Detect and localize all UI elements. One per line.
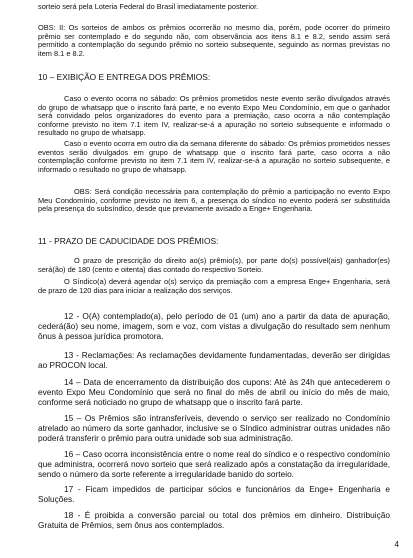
page-number: 4: [394, 540, 399, 549]
section-11-scheduling-paragraph: O Síndico(a) deverá agendar o(s) serviço da premiação com a empresa Enge+ Engenharia, será de prazo de 120 dias para iniciar a realização dos serviços.: [38, 277, 390, 295]
section-10-saturday-paragraph: Caso o evento ocorra no sábado: Os prêmios prometidos neste evento serão divulgados através do grupo de whatsapp que o inscrito fará parte, e no evento Expo Meu Condomínio, em que o ganhador será convidado pelos organizadores do evento para a premiação, caso ocorra a não contemplação conforme previsto no item 7.1 item IV, realizar-se-á a apuração no sorteio subsequente e informado o resultado no grupo de whatsapp.: [38, 94, 390, 138]
section-10-heading: 10 – EXIBIÇÃO E ENTREGA DOS PRÊMIOS:: [38, 72, 211, 82]
item-18-paragraph: 18 - É proibida a conversão parcial ou total dos prêmios em dinheiro. Distribuição Gratuita de Prêmios, sem ônus aos contemplados.: [38, 510, 390, 531]
section-11-prescription-paragraph: O prazo de prescrição do direito ao(s) prêmio(s), por parte do(s) possível(ais) ganhador(es) será(ão) de 180 (cento e oitenta) dias contado do respectivo Sorteio.: [38, 256, 390, 274]
item-13-paragraph: 13 - Reclamações: As reclamações devidamente fundamentadas, deverão ser dirigidas ao PROCON local.: [38, 350, 390, 371]
previous-section-tail: sorteio será pela Loteria Federal do Brasil imediatamente posterior.: [38, 2, 259, 11]
item-15-paragraph: 15 – Os Prêmios são intransferíveis, devendo o serviço ser realizado no Condomínio atrelado ao número da sorte ganhador, inclusive se o Síndico administrar outras unidades não poderá transferir o prêmio para outra unidade sob sua administração.: [38, 413, 390, 444]
section-11-heading: 11 - PRAZO DE CADUCIDADE DOS PRÊMIOS:: [38, 236, 219, 246]
item-17-paragraph: 17 - Ficam impedidos de participar sócios e funcionários da Enge+ Engenharia e Soluções.: [38, 484, 390, 505]
item-12-paragraph: 12 - O(A) contemplado(a), pelo período de 01 (um) ano a partir da data de apuração, cederá(ão) seu nome, imagem, som e voz, com vistas a divulgação do resultado sem nenhum ônus à pessoa jurídica promotora.: [38, 311, 390, 342]
section-10-weekday-paragraph: Caso o evento ocorra em outro dia da semana diferente do sábado: Os prêmios prometidos nesses eventos serão divulgados em grupo de whatsapp que o inscrito fará parte, caso ocorra a não contemplação conforme previsto no item 7.1 item IV, realizar-se-á a apuração no sorteio subsequente, e informado o resultado no grupo de whatsapp.: [38, 139, 390, 174]
item-14-paragraph: 14 – Data de encerramento da distribuição dos cupons: Até às 24h que antecederem o evento Expo Meu Condomínio que será no final do mês de abril ou início do mês de maio, conforme será noticiado no grupo de whatsapp que o inscrito fará parte.: [38, 377, 390, 408]
section-10-obs-paragraph: OBS: Será condição necessária para contemplação do prêmio a participação no evento Expo Meu Condomínio, conforme previsto no item 6, a presença do síndico no evento poderá ser substituída pela presença do subsíndico, desde que previamente avisado a Enge+ Engenharia.: [38, 187, 390, 214]
obs-ii-paragraph: OBS: II: Os sorteios de ambos os prêmios ocorrerão no mesmo dia, porém, pode ocorrer do primeiro prêmio ser contemplado e do segundo não, com observância aos itens 8.1 e 8.2, sendo assim será permitido a contemplação do segundo prêmio no sorteio subsequente, seguindo as normas previstas no item 8.1 e 8.2.: [38, 23, 390, 58]
item-16-paragraph: 16 – Caso ocorra inconsistência entre o nome real do síndico e o respectivo condomínio que administra, ocorrerá novo sorteio que será realizado após a constatação da irregularidade, sendo o número da sorte referente a irregularidade banido do sorteio.: [38, 449, 390, 480]
